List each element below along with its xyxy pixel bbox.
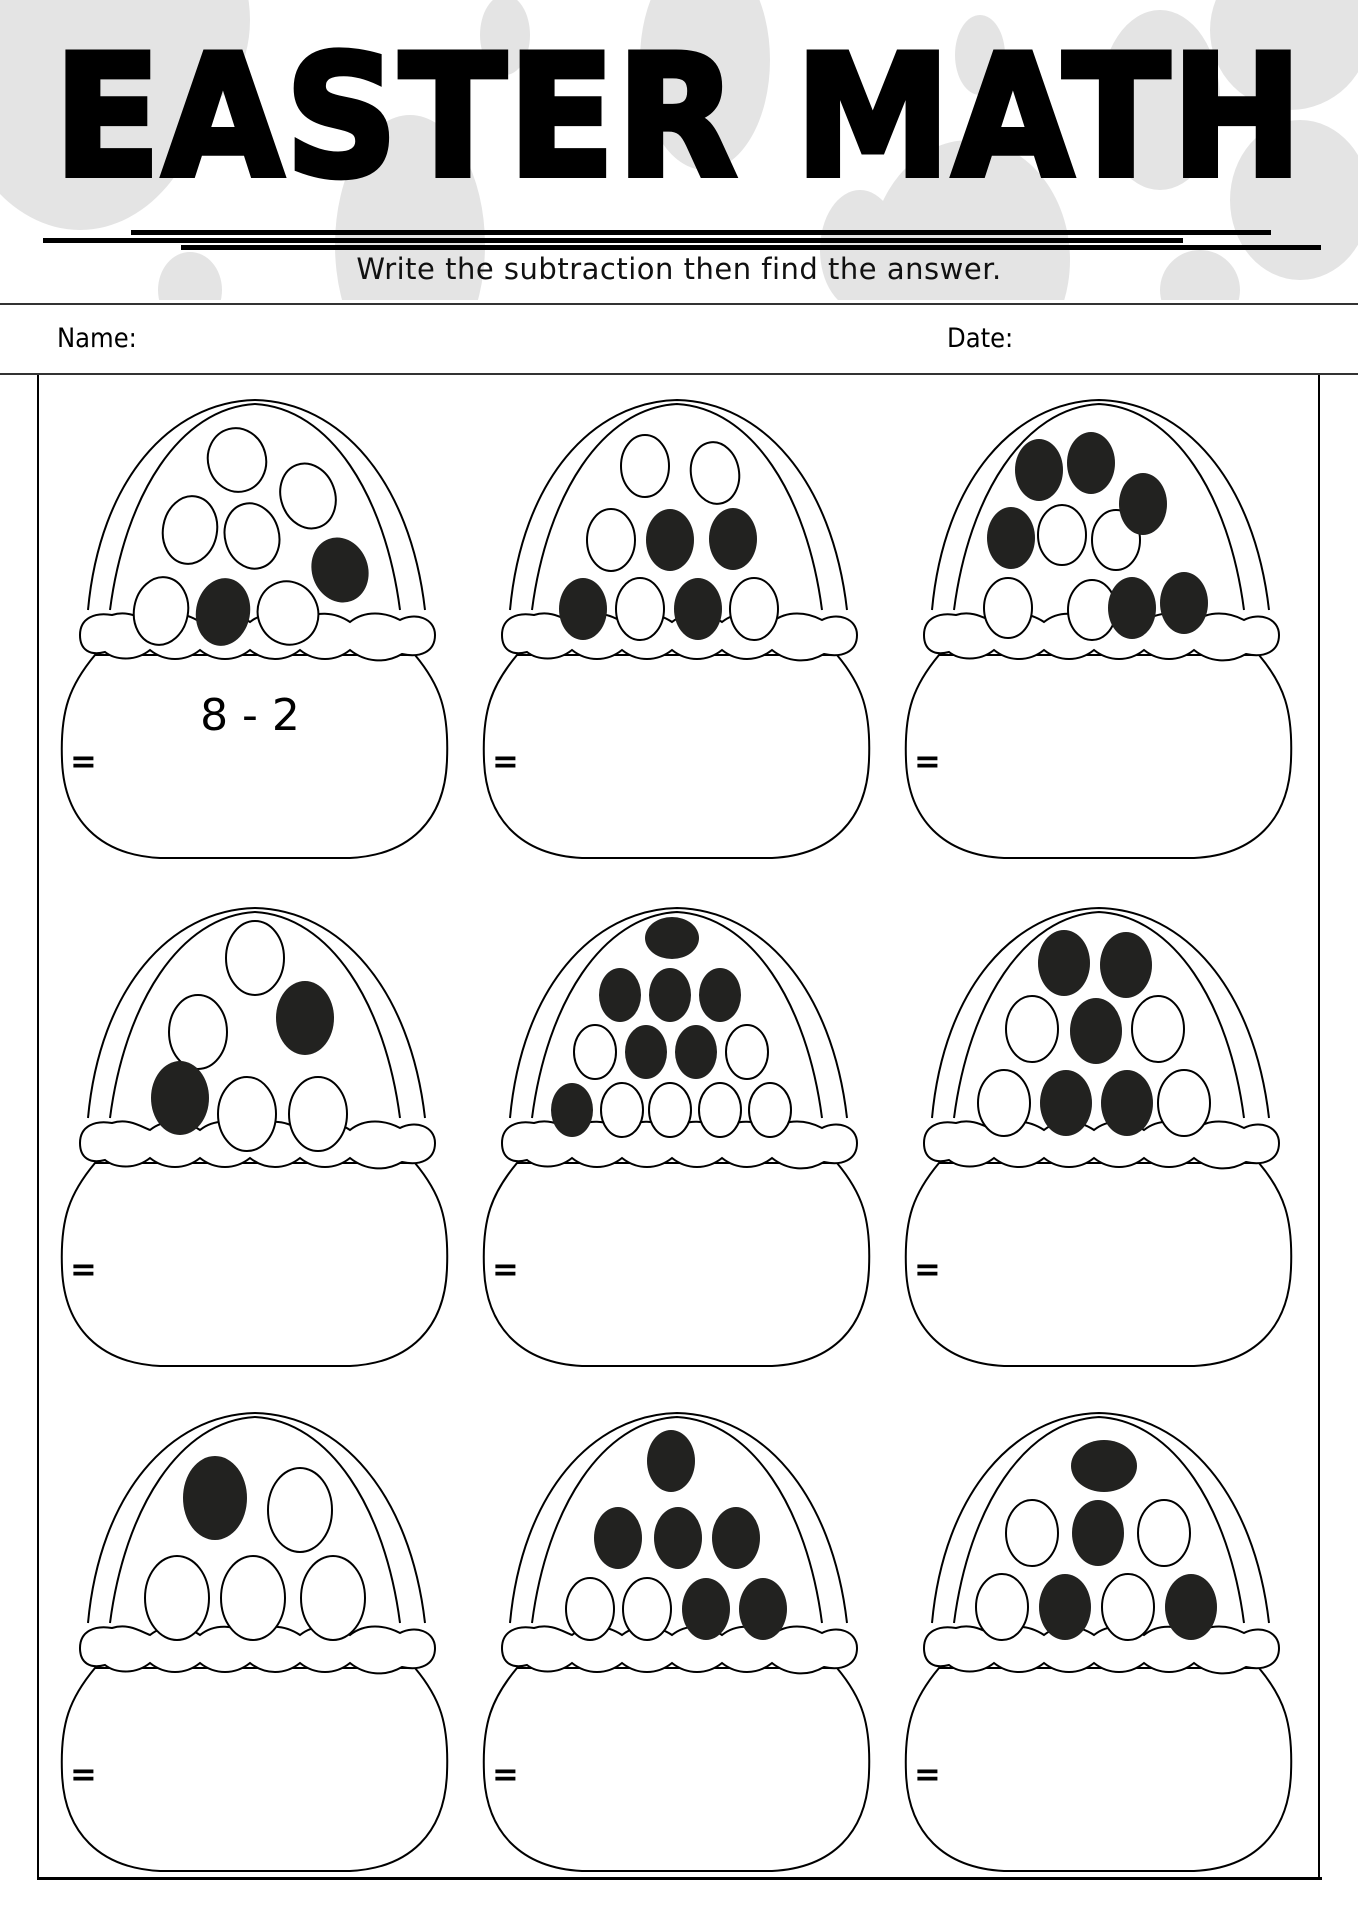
equals-sign: = [70,742,97,780]
basket-4 [40,898,460,1338]
equals-sign: = [70,1755,97,1793]
equals-sign: = [914,1250,941,1288]
basket-7 [40,1403,460,1843]
header-divider-bottom [0,373,1358,375]
equals-sign: = [492,742,519,780]
basket-2 [462,390,882,830]
title-underline-1 [131,230,1271,235]
basket-3 [884,390,1304,830]
date-label: Date: [947,323,1014,354]
subtraction-expression: 8 - 2 [200,690,300,741]
title-underline-2 [43,238,1183,243]
title-underline-3 [181,245,1321,250]
page-title: EASTER MATH [53,19,1305,215]
basket-9 [884,1403,1304,1843]
equals-sign: = [70,1250,97,1288]
equals-sign: = [492,1250,519,1288]
basket-5 [462,898,882,1338]
equals-sign: = [492,1755,519,1793]
equals-sign: = [914,742,941,780]
name-label: Name: [57,323,137,354]
basket-6 [884,898,1304,1338]
header-divider-top [0,303,1358,305]
equals-sign: = [914,1755,941,1793]
basket-8 [462,1403,882,1843]
instruction-text: Write the subtraction then find the answer. [356,252,1002,286]
basket-1 [40,390,460,830]
